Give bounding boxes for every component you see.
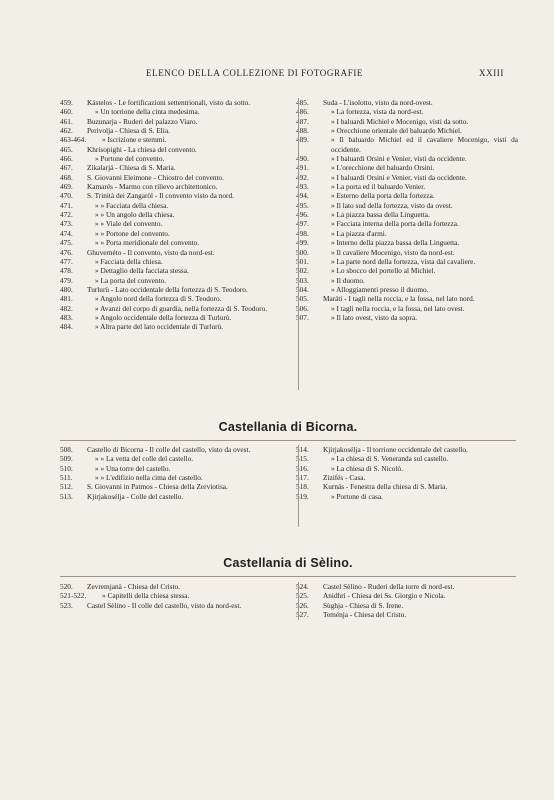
entry-description: Zevremjanà - Chiesa del Cristo. xyxy=(87,582,181,591)
right-column xyxy=(296,445,518,501)
entry-description: » » Porta meridionale del convento. xyxy=(95,238,200,248)
column-divider xyxy=(298,445,299,527)
catalogue-entry xyxy=(60,492,275,501)
catalogue-entry xyxy=(60,135,275,144)
entry-description: Kjirjakosélja - Il torrione occidentale del castello. xyxy=(323,445,468,454)
catalogue-entry xyxy=(60,248,275,257)
entry-number: 497. xyxy=(296,219,309,229)
left-column xyxy=(60,445,275,501)
entry-description: Kamarés - Marmo con rilievo architettonico. xyxy=(87,182,218,192)
entry-number: 524. xyxy=(296,582,309,591)
entry-number: 474. xyxy=(60,228,73,238)
catalogue-entry xyxy=(60,107,275,116)
entry-description: Turlurù - Lato occidentale della fortezza di S. Teodoro. xyxy=(87,284,248,294)
catalogue-entry xyxy=(296,473,518,482)
entry-number: 526. xyxy=(296,600,309,610)
entry-description: Zikalarjá - Chiesa di S. Maria. xyxy=(87,163,176,173)
catalogue-entry xyxy=(296,210,518,219)
page-header xyxy=(96,68,504,82)
catalogue-entry xyxy=(296,117,518,126)
entry-description: S. Giovanni in Patmos - Chiesa della Zerviotisa. xyxy=(87,482,228,492)
entry-description: » Capitelli della chiesa stessa. xyxy=(102,591,190,601)
entry-description: Castel Sèlino - Il colle del castello, visto da nord-est. xyxy=(87,600,242,610)
entry-description: » Lo sbocco del portello al Michiel. xyxy=(331,266,436,276)
entry-number: 502. xyxy=(296,266,309,276)
catalogue-entry xyxy=(60,210,275,219)
entry-number: 493. xyxy=(296,182,309,192)
entry-number: 482. xyxy=(60,303,73,313)
catalogue-entry xyxy=(60,117,275,126)
entry-description: » Il cavaliere Mocenigo, visto da nord-est. xyxy=(331,247,455,257)
entry-number: 473. xyxy=(60,219,73,229)
running-title: ELENCO DELLA COLLEZIONE DI FOTOGRAFIE xyxy=(146,68,364,78)
catalogue-entry xyxy=(60,145,275,154)
entry-number: 495. xyxy=(296,200,309,210)
entry-description: » La piazza d'armi. xyxy=(331,228,387,238)
entry-description: » » Portone del convento. xyxy=(95,228,170,238)
entry-description: Ghuvernéto - Il convento, visto da nord-est. xyxy=(87,247,215,257)
entry-description: » La piazza bassa della Linguetta. xyxy=(331,210,430,220)
entry-description: » » Facciata della chiesa. xyxy=(95,200,169,210)
catalogue-entry xyxy=(296,257,518,266)
catalogue-entry xyxy=(60,163,275,172)
catalogue-entry xyxy=(296,454,518,463)
catalogue-entry xyxy=(296,304,518,313)
catalogue-entry xyxy=(296,610,518,619)
entry-number: 523. xyxy=(60,600,73,610)
entry-description: » Avanzi del corpo di guardia, nella fortezza di S. Teodoro. xyxy=(95,303,268,313)
entry-number: 514. xyxy=(296,445,309,454)
entry-number: 469. xyxy=(60,182,73,192)
catalogue-entry xyxy=(60,191,275,200)
entry-number: 483. xyxy=(60,312,73,322)
catalogue-entry xyxy=(60,182,275,191)
entry-description: » Il duomo. xyxy=(331,275,365,285)
entry-description: » Dettaglio della facciata stessa. xyxy=(95,266,189,276)
entry-description: » Altra parte del lato occidentale di Turlurù. xyxy=(95,322,224,332)
entry-description: Kástelos - Le fortificazioni settentrionali, visto da sotto. xyxy=(87,98,251,107)
section-title-bicorna: Castellania di Bicorna. xyxy=(218,420,358,434)
catalogue-entry xyxy=(60,266,275,275)
entry-description: Maráti - I tagli nella roccia, e la fossa, nel lato nord. xyxy=(323,294,475,304)
entry-description: S. Giovanni Eleimone - Chiostro del convento. xyxy=(87,172,224,182)
entry-number: 507. xyxy=(296,312,309,322)
catalogue-entry xyxy=(296,219,518,228)
entry-description: » La chiesa di S. Nicolò. xyxy=(331,463,403,473)
entry-description: Castel Sèlino - Ruderi della torre di nord-est. xyxy=(323,582,455,591)
entry-number: 499. xyxy=(296,238,309,248)
entry-number: 527. xyxy=(296,610,309,620)
catalogue-entry xyxy=(60,313,275,322)
entry-description: Sùghja - Chiesa di S. Irene. xyxy=(323,600,404,610)
entry-number: 487. xyxy=(296,116,309,126)
catalogue-entry xyxy=(296,492,518,501)
catalogue-entry xyxy=(296,464,518,473)
catalogue-entry xyxy=(296,582,518,591)
entry-description: » L'orecchione del baluardo Orsini. xyxy=(331,163,435,173)
entry-description: » » Un angolo della chiesa. xyxy=(95,210,175,220)
section-rule xyxy=(60,440,516,441)
entry-number: 520. xyxy=(60,582,73,591)
entry-number: 517. xyxy=(296,473,309,483)
entry-description: » La fortezza, vista da nord-est. xyxy=(331,107,424,117)
entry-number: 506. xyxy=(296,303,309,313)
entry-description: » Facciata interna della porta della fortezza. xyxy=(331,219,459,229)
entry-number: 488. xyxy=(296,126,309,136)
entry-number: 486. xyxy=(296,107,309,117)
entry-description: » La chiesa di S. Veneranda sul castello. xyxy=(331,454,449,464)
entry-description: Perivolja - Chiesa di S. Elia. xyxy=(87,126,170,136)
catalogue-entry xyxy=(296,107,518,116)
catalogue-entry xyxy=(296,238,518,247)
entry-number: 509. xyxy=(60,454,73,464)
entry-number: 477. xyxy=(60,256,73,266)
catalogue-entry xyxy=(60,201,275,210)
catalogue-entry xyxy=(60,445,275,454)
entry-number: 505. xyxy=(296,294,309,304)
column-divider xyxy=(298,98,299,390)
catalogue-entry xyxy=(296,285,518,294)
entry-description: Teménja - Chiesa del Cristo. xyxy=(323,610,407,620)
entry-description: » Portone del convento. xyxy=(95,154,165,164)
column-divider xyxy=(298,582,299,620)
entry-description: » Orecchione orientale del baluardo Michiel. xyxy=(331,126,462,136)
entry-number: 511. xyxy=(60,473,73,483)
entry-description: » » Una torre del castello. xyxy=(95,463,171,473)
entry-description: » Interno della piazza bassa della Linguetta. xyxy=(331,238,460,248)
entry-description: » Alloggiamenti presso il duomo. xyxy=(331,284,429,294)
entry-description: » » L'edifizio nella cima del castello. xyxy=(95,473,203,483)
catalogue-entry xyxy=(296,248,518,257)
catalogue-entry xyxy=(60,257,275,266)
entry-number: 496. xyxy=(296,210,309,220)
section-title-selino: Castellania di Sèlino. xyxy=(223,556,353,570)
entry-number: 498. xyxy=(296,228,309,238)
entry-number: 513. xyxy=(60,491,73,501)
entry-description: » Il lato sud della fortezza, visto da ovest. xyxy=(331,200,453,210)
entry-description: Khrisopighi - La chiesa del convento. xyxy=(87,144,197,154)
catalogue-entry xyxy=(296,173,518,182)
entry-description: » » Viale del convento. xyxy=(95,219,163,229)
entry-number: 510. xyxy=(60,463,73,473)
catalogue-entry xyxy=(60,473,275,482)
entry-number: 491. xyxy=(296,163,309,173)
entry-description: » Esterno della porta della fortezza. xyxy=(331,191,435,201)
entry-number: 459. xyxy=(60,98,73,107)
catalogue-entry xyxy=(296,163,518,172)
entry-number: 516. xyxy=(296,463,309,473)
entry-description: » Angolo occidentale della fortezza di Turlurù. xyxy=(95,312,232,322)
catalogue-entry xyxy=(60,294,275,303)
catalogue-entry xyxy=(296,313,518,322)
entry-description: » Il lato ovest, visto da sopra. xyxy=(331,312,417,322)
page-number: XXIII xyxy=(479,68,504,78)
catalogue-entry xyxy=(60,285,275,294)
entry-number: 490. xyxy=(296,154,309,164)
entry-description: Suda - L'isolotto, visto da nord-ovest. xyxy=(323,98,433,107)
entry-description: » La porta del convento. xyxy=(95,275,167,285)
entry-description: » I baluardi Orsini e Venier, visti da occidente. xyxy=(331,172,467,182)
entry-number: 460. xyxy=(60,107,73,117)
catalogue-entry xyxy=(296,135,518,154)
entry-description: » La parte nord della fortezza, vista dal cavaliere. xyxy=(331,256,476,266)
entry-number: 479. xyxy=(60,275,73,285)
entry-number: 478. xyxy=(60,266,73,276)
entry-description: » I tagli nella roccia, e la fossa, nel lato ovest. xyxy=(331,303,465,313)
entry-description: Buzunarja - Ruderi del palazzo Viaro. xyxy=(87,116,198,126)
catalogue-entry xyxy=(60,173,275,182)
entry-number: 485. xyxy=(296,98,309,107)
entry-description: » Iscrizione e stemmi. xyxy=(102,135,167,145)
entry-number: 492. xyxy=(296,172,309,182)
entry-description: » Angolo nord della fortezza di S. Teodoro. xyxy=(95,294,222,304)
catalogue-entry xyxy=(296,154,518,163)
entry-number: 525. xyxy=(296,591,309,601)
catalogue-entry xyxy=(296,126,518,135)
catalogue-entry xyxy=(60,126,275,135)
section-rule xyxy=(60,576,516,577)
entry-number: 462. xyxy=(60,126,73,136)
entry-description: » I baluardi Orsini e Venier, visti da occidente. xyxy=(331,154,467,164)
catalogue-entry xyxy=(60,601,275,610)
catalogue-entry xyxy=(60,276,275,285)
entry-number: 501. xyxy=(296,256,309,266)
catalogue-entry xyxy=(60,229,275,238)
entry-description: » La porta ed il baluardo Venier. xyxy=(331,182,426,192)
entry-number: 515. xyxy=(296,454,309,464)
entry-description: » Facciata della chiesa. xyxy=(95,256,163,266)
entry-number: 472. xyxy=(60,210,73,220)
catalogue-entry xyxy=(60,238,275,247)
catalogue-entry xyxy=(60,582,275,591)
catalogue-entry xyxy=(296,266,518,275)
entry-description: Anidhri - Chiesa dei Ss. Giorgio e Nicola. xyxy=(323,591,446,601)
catalogue-entry xyxy=(60,591,275,600)
catalogue-entry xyxy=(296,294,518,303)
entry-description: » I baluardi Michiel e Mocenigo, visti da sotto. xyxy=(331,116,469,126)
entry-description: » Il baluardo Michiel ed il cavaliere Mocenigo, visti da occidente. xyxy=(331,135,518,154)
right-column xyxy=(296,98,518,322)
entry-number: 470. xyxy=(60,191,73,201)
left-column xyxy=(60,98,275,332)
catalogue-entry xyxy=(296,445,518,454)
catalogue-entry xyxy=(296,591,518,600)
entry-description: Zizifés - Casa. xyxy=(323,473,366,483)
catalogue-entry xyxy=(296,98,518,107)
catalogue-entry xyxy=(296,276,518,285)
catalogue-entry xyxy=(60,154,275,163)
entry-description: » Un torrione della cinta medesima. xyxy=(95,107,200,117)
entry-number: 494. xyxy=(296,191,309,201)
catalogue-entry xyxy=(60,304,275,313)
catalogue-entry xyxy=(60,98,275,107)
entry-description: » » La vetta del colle del castello. xyxy=(95,454,194,464)
entry-number: 466. xyxy=(60,154,73,164)
catalogue-entry xyxy=(60,322,275,331)
catalogue-entry xyxy=(60,219,275,228)
entry-number: 504. xyxy=(296,284,309,294)
catalogue-entry xyxy=(296,482,518,491)
entry-number: 468. xyxy=(60,172,73,182)
entry-number: 489. xyxy=(296,135,309,145)
entry-number: 508. xyxy=(60,445,73,454)
entry-number: 521-522. xyxy=(60,591,87,601)
right-column xyxy=(296,582,518,619)
entry-number: 467. xyxy=(60,163,73,173)
entry-number: 475. xyxy=(60,238,73,248)
entry-number: 481. xyxy=(60,294,73,304)
entry-number: 465. xyxy=(60,144,73,154)
entry-number: 476. xyxy=(60,247,73,257)
entry-description: » Portone di casa. xyxy=(331,491,383,501)
entry-number: 463-464. xyxy=(60,135,87,145)
entry-number: 484. xyxy=(60,322,73,332)
entry-number: 518. xyxy=(296,482,309,492)
entry-number: 519. xyxy=(296,491,309,501)
entry-description: Castello di Bicorna - Il colle del castello, visto da ovest. xyxy=(87,445,251,454)
entry-number: 503. xyxy=(296,275,309,285)
catalogue-entry xyxy=(296,182,518,191)
catalogue-entry xyxy=(296,229,518,238)
entry-description: S. Trinità dei Zangaròl - Il convento visto da nord. xyxy=(87,191,234,201)
entry-number: 461. xyxy=(60,116,73,126)
entry-number: 471. xyxy=(60,200,73,210)
catalogue-entry xyxy=(60,482,275,491)
catalogue-entry xyxy=(60,454,275,463)
entry-number: 512. xyxy=(60,482,73,492)
entry-description: Kjirjakosélja - Colle del castello. xyxy=(87,491,184,501)
catalogue-entry xyxy=(296,601,518,610)
entry-number: 480. xyxy=(60,284,73,294)
catalogue-entry xyxy=(296,191,518,200)
entry-number: 500. xyxy=(296,247,309,257)
catalogue-entry xyxy=(296,201,518,210)
catalogue-entry xyxy=(60,464,275,473)
entry-description: Kurnás - Fenestra della chiesa di S. Maria. xyxy=(323,482,448,492)
left-column xyxy=(60,582,275,610)
